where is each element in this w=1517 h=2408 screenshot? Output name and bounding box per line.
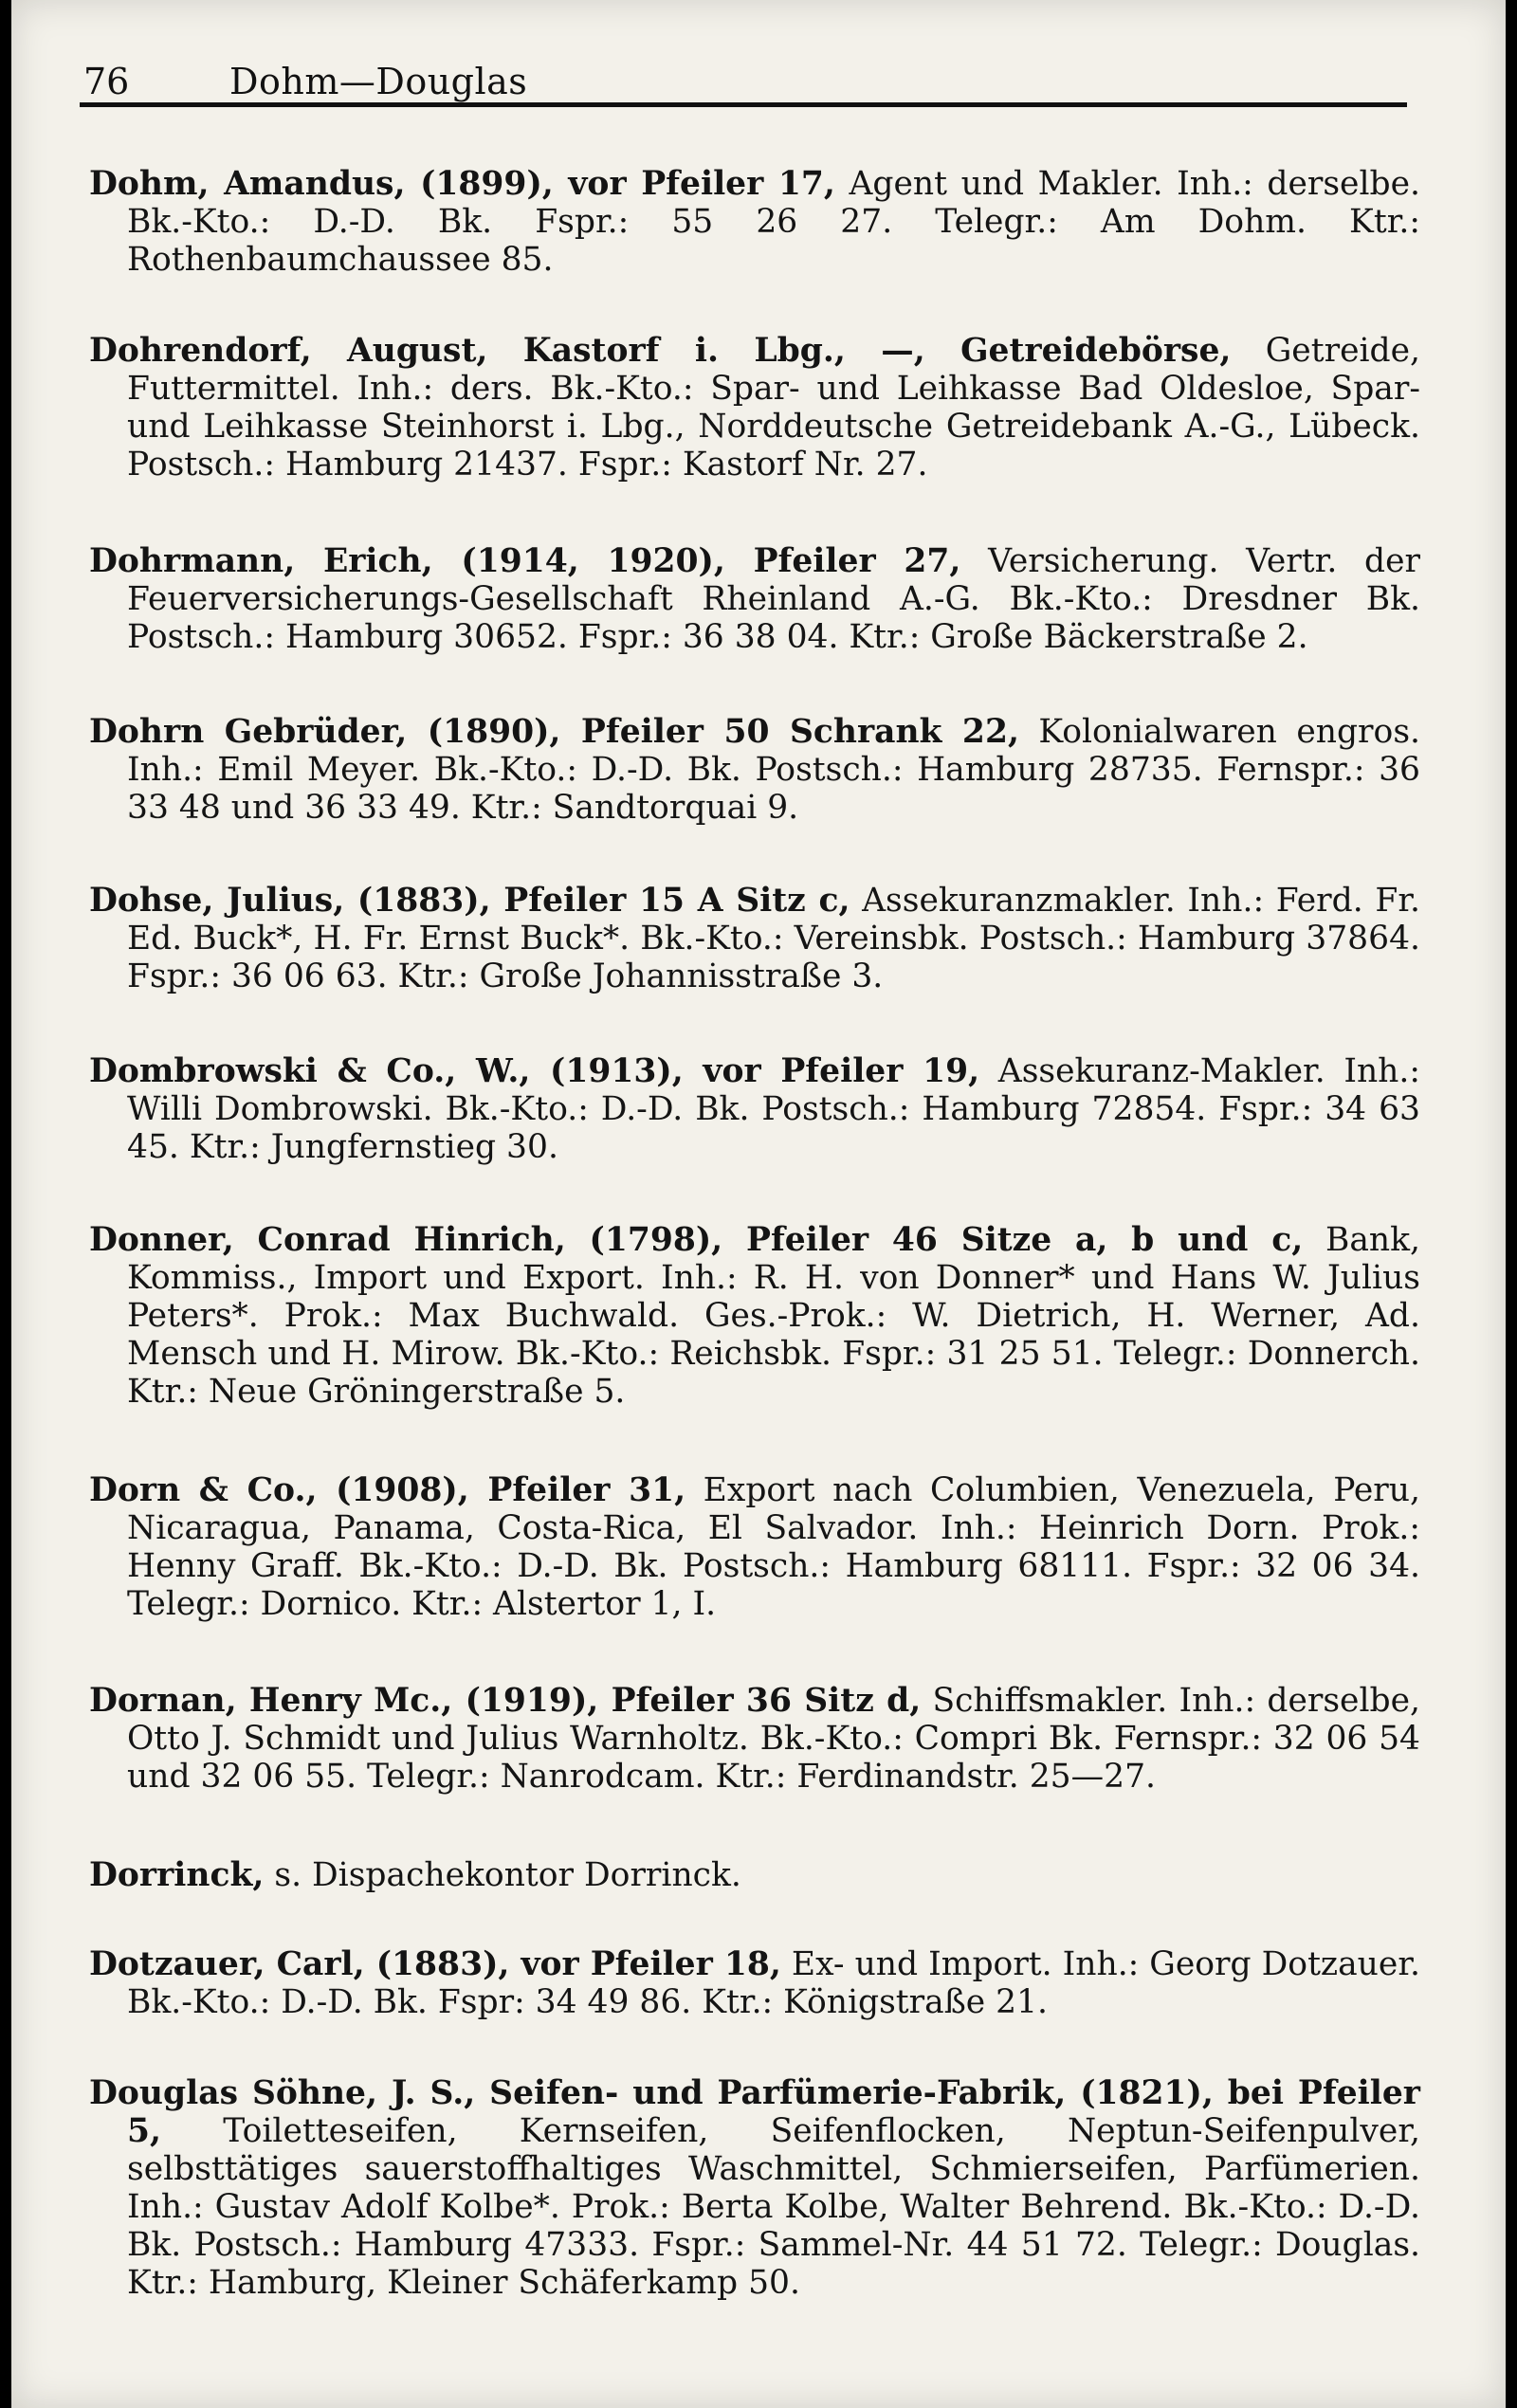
entry-text: s. Dispachekontor Dorrinck. [264, 1856, 741, 1894]
directory-entry [89, 882, 1420, 995]
entry-text: Assekuranz-Makler. Inh.: Willi Dombrowski. Bk.-Kto.: D.-D. Bk. Postsch.: Hamburg 72854. Fspr.: 34 63 45. Ktr.: Jungfernstieg 30. [127, 1052, 1420, 1166]
entry-text: Toiletteseifen, Kernseifen, Seifenflocken, Neptun-Seifenpulver, selbsttätiges sauerstoffhaltiges Waschmittel, Schmierseifen, Parfümerien. Inh.: Gustav Adolf Kolbe*. Prok.: Berta Kolbe, Walter Behrend. Bk.-Kto.: D.-D. Bk. Postsch.: Hamburg 47333. Fspr.: Sammel-Nr. 44 51 72. Telegr.: Douglas. Ktr.: Hamburg, Kleiner Schäferkamp 50. [127, 2112, 1420, 2302]
directory-entry [89, 1682, 1420, 1796]
directory-entry [89, 165, 1420, 279]
directory-entry [89, 2074, 1420, 2302]
entry-text: Schiffsmakler. Inh.: derselbe, Otto J. Schmidt und Julius Warnholtz. Bk.-Kto.: Compri Bk. Fernspr.: 32 06 54 und 32 06 55. Telegr.: Nanrodcam. Ktr.: Ferdinandstr. 25—27. [127, 1682, 1420, 1796]
directory-entry [89, 713, 1420, 827]
entry-text: Kolonialwaren engros. Inh.: Emil Meyer. Bk.-Kto.: D.-D. Bk. Postsch.: Hamburg 28735. Fernspr.: 36 33 48 und 36 33 49. Ktr.: Sandtorquai 9. [127, 713, 1420, 827]
entry-name: Dorrinck, [89, 1856, 265, 1894]
directory-entry [89, 1052, 1420, 1166]
entry-name: Dohrendorf, August, Kastorf i. Lbg., —, Getreidebörse, [89, 332, 1232, 370]
entry-name: Dohm, Amandus, (1899), vor Pfeiler 17, [89, 165, 835, 203]
entry-text: Getreide, Futtermittel. Inh.: ders. Bk.-Kto.: Spar- und Leihkasse Bad Oldesloe, Spar- und Leihkasse Steinhorst i. Lbg., Norddeutsche Getreidebank A.-G., Lübeck. Postsch.: Hamburg 21437. Fspr.: Kastorf Nr. 27. [127, 332, 1421, 483]
entry-text: Assekuranzmakler. Inh.: Ferd. Fr. Ed. Buck*, H. Fr. Ernst Buck*. Bk.-Kto.: Vereinsbk. Postsch.: Hamburg 37864. Fspr.: 36 06 63. Ktr.: Große Johannisstraße 3. [127, 882, 1420, 995]
running-head: Dohm—Douglas [229, 61, 528, 102]
directory-entry [89, 1945, 1420, 2021]
entry-name: Dohrmann, Erich, (1914, 1920), Pfeiler 27, [89, 542, 961, 580]
directory-entry [89, 1221, 1420, 1411]
entry-name: Dotzauer, Carl, (1883), vor Pfeiler 18, [89, 1945, 781, 1983]
entry-text: Ex- und Import. Inh.: Georg Dotzauer. Bk.-Kto.: D.-D. Bk. Fspr: 34 49 86. Ktr.: Königstraße 21. [127, 1945, 1420, 2021]
entry-name: Dorn & Co., (1908), Pfeiler 31, [89, 1471, 686, 1509]
directory-page [11, 0, 1506, 2408]
directory-entry [89, 332, 1420, 483]
entry-name: Dombrowski & Co., W., (1913), vor Pfeiler 19, [89, 1052, 980, 1090]
entry-name: Donner, Conrad Hinrich, (1798), Pfeiler 46 Sitze a, b und c, [89, 1221, 1304, 1259]
entry-name: Dohrn Gebrüder, (1890), Pfeiler 50 Schrank 22, [89, 713, 1019, 751]
entry-name: Dornan, Henry Mc., (1919), Pfeiler 36 Sitz d, [89, 1682, 922, 1720]
page-number: 76 [83, 61, 130, 102]
header-rule [80, 102, 1407, 107]
directory-entry [89, 1471, 1420, 1623]
entry-text: Versicherung. Vertr. der Feuerversicherungs-Gesellschaft Rheinland A.-G. Bk.-Kto.: Dresdner Bk. Postsch.: Hamburg 30652. Fspr.: 36 38 04. Ktr.: Große Bäckerstraße 2. [127, 542, 1421, 656]
directory-entry [89, 542, 1420, 656]
directory-entry [89, 1856, 1420, 1894]
entry-text: Agent und Makler. Inh.: derselbe. Bk.-Kto.: D.-D. Bk. Fspr.: 55 26 27. Telegr.: Am Dohm. Ktr.: Rothenbaumchaussee 85. [127, 165, 1420, 279]
entry-name: Dohse, Julius, (1883), Pfeiler 15 A Sitz c, [89, 882, 850, 920]
entry-name: Douglas Söhne, J. S., Seifen- und Parfümerie-Fabrik, (1821), bei Pfeiler 5, [89, 2074, 1420, 2150]
entry-text: Export nach Columbien, Venezuela, Peru, Nicaragua, Panama, Costa-Rica, El Salvador. Inh.: Heinrich Dorn. Prok.: Henny Graff. Bk.-Kto.: D.-D. Bk. Postsch.: Hamburg 68111. Fspr.: 32 06 34. Telegr.: Dornico. Ktr.: Alstertor 1, I. [127, 1471, 1420, 1623]
entry-text: Bank, Kommiss., Import und Export. Inh.: R. H. von Donner* und Hans W. Julius Peters*. Prok.: Max Buchwald. Ges.-Prok.: W. Dietrich, H. Werner, Ad. Mensch und H. Mirow. Bk.-Kto.: Reichsbk. Fspr.: 31 25 51. Telegr.: Donnerch. Ktr.: Neue Gröningerstraße 5. [127, 1221, 1420, 1411]
